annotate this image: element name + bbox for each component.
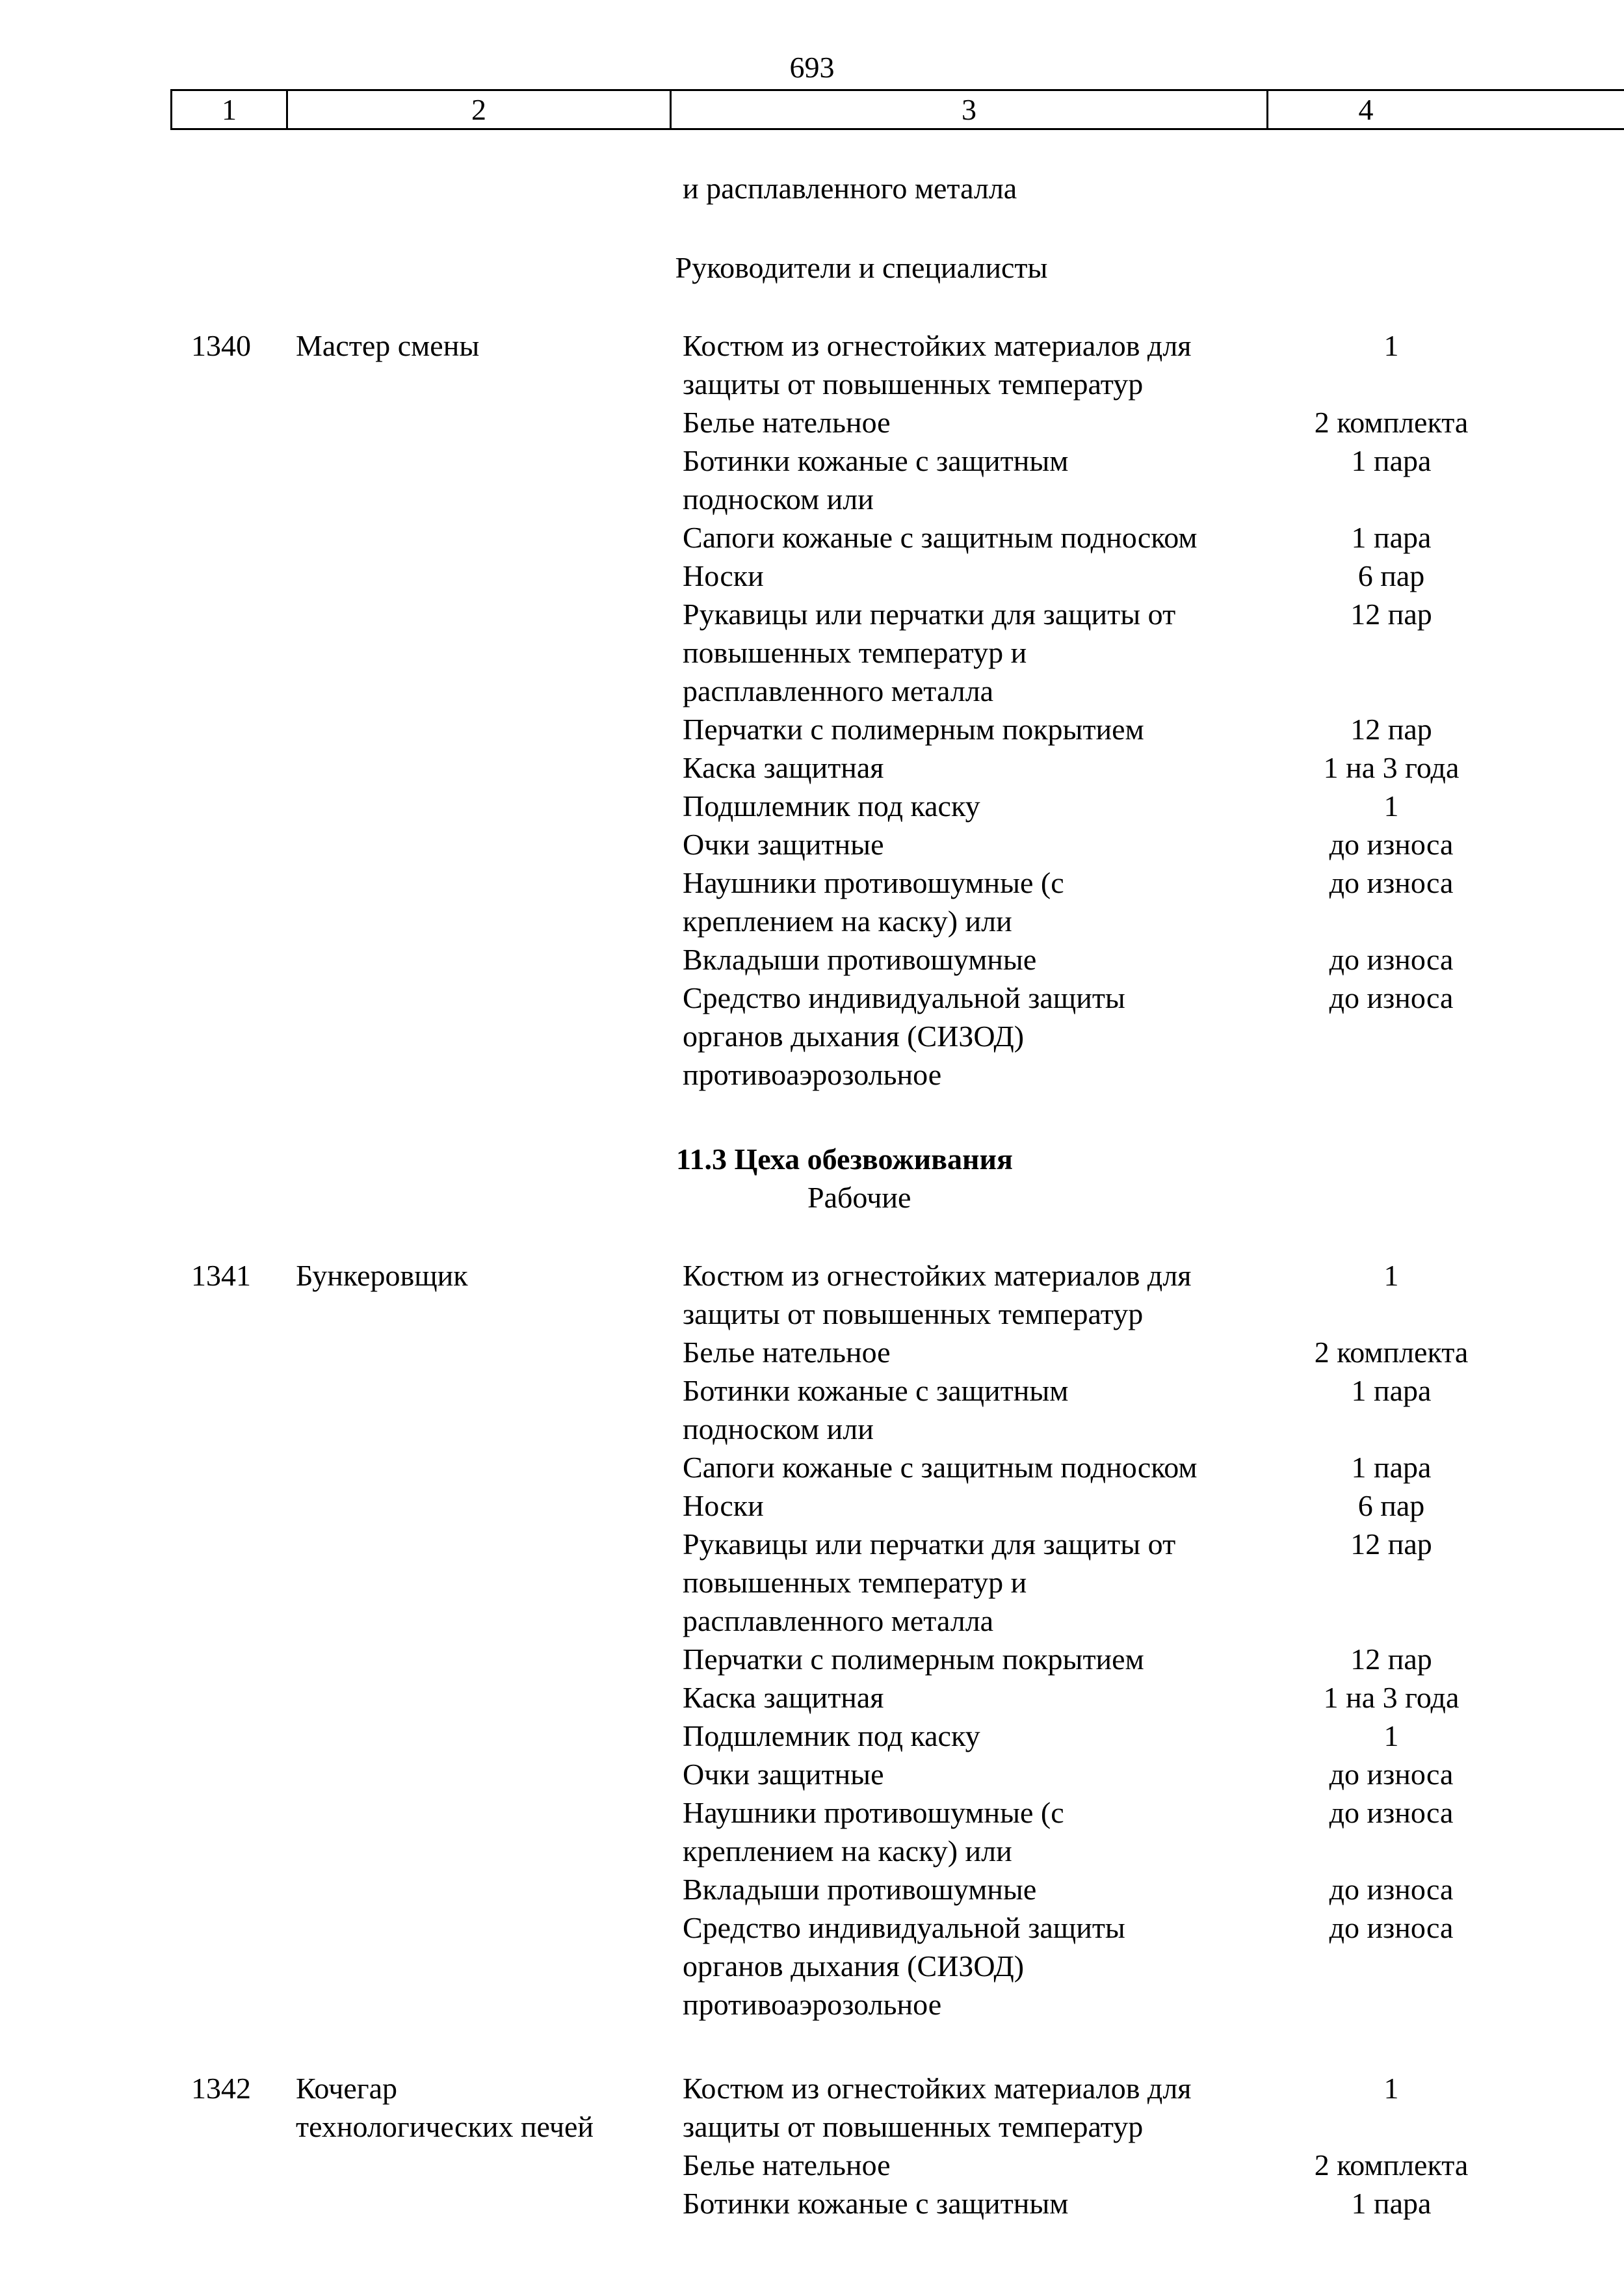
ppe-item-norm: 1 на 3 года <box>1323 1681 1460 1714</box>
ppe-item-norm: до износа <box>1329 943 1454 976</box>
ppe-item-norm: 1 пара <box>1351 521 1432 554</box>
ppe-item <box>683 864 1606 940</box>
ppe-item-name: Костюм из огнестойких материалов для защиты от повышенных температур <box>683 329 1192 401</box>
ppe-item-norm: до износа <box>1329 1911 1454 1944</box>
ppe-item-norm: 1 пара <box>1351 1374 1432 1407</box>
ppe-item-name: Белье нательное <box>683 1336 891 1369</box>
ppe-item <box>683 1870 1606 1908</box>
profession-code: 1342 <box>191 2072 251 2105</box>
ppe-item <box>683 557 1606 595</box>
ppe-item <box>683 825 1606 864</box>
ppe-item <box>683 326 1606 403</box>
ppe-item <box>683 1333 1606 1371</box>
profession-name <box>296 2069 594 2146</box>
ppe-item-norm: до износа <box>1329 866 1454 899</box>
ppe-item-norm: 1 <box>1383 789 1399 823</box>
ppe-item-norm: 12 пар <box>1350 1643 1432 1676</box>
ppe-item <box>683 2184 1606 2223</box>
ppe-item-norm: 1 <box>1383 1259 1399 1292</box>
ppe-item-norm: 2 комплекта <box>1314 2148 1469 2182</box>
ppe-item <box>683 1755 1606 1793</box>
header-col-3: 3 <box>962 93 976 126</box>
ppe-item-name: Подшлемник под каску <box>683 1719 980 1752</box>
ppe-item <box>683 1486 1606 1525</box>
ppe-item-norm: 1 <box>1383 1719 1399 1752</box>
ppe-item-name: Носки <box>683 559 764 592</box>
continuation-text: и расплавленного металла <box>683 172 1017 205</box>
ppe-item-norm: 1 пара <box>1351 1451 1432 1484</box>
ppe-list <box>683 326 1606 1094</box>
ppe-item <box>683 518 1606 557</box>
ppe-item-name: Ботинки кожаные с защитным подноском или <box>683 1374 1069 1445</box>
ppe-item <box>683 2069 1606 2146</box>
header-col-2: 2 <box>471 93 486 126</box>
group-heading: Руководители и специалисты <box>675 251 1048 284</box>
ppe-item <box>683 1256 1606 1333</box>
profession-name-line: Кочегар <box>296 2072 398 2105</box>
ppe-item-name: Средство индивидуальной защиты органов дыхания (СИЗОД) противоаэрозольное <box>683 981 1125 1091</box>
ppe-item-name: Вкладыши противошумные <box>683 943 1037 976</box>
ppe-item-name: Наушники противошумные (с креплением на каску) или <box>683 866 1064 938</box>
ppe-item <box>683 1678 1606 1717</box>
ppe-item-norm: 1 пара <box>1351 2187 1432 2220</box>
ppe-item <box>683 1640 1606 1678</box>
ppe-item <box>683 748 1606 787</box>
ppe-item-name: Рукавицы или перчатки для защиты от повышенных температур и расплавленного металла <box>683 598 1176 707</box>
ppe-item-norm: до износа <box>1329 828 1454 861</box>
ppe-item-norm: 12 пар <box>1350 1527 1432 1561</box>
ppe-item-norm: 2 комплекта <box>1314 1336 1469 1369</box>
ppe-item-name: Перчатки с полимерным покрытием <box>683 1643 1144 1676</box>
ppe-item-name: Носки <box>683 1489 764 1522</box>
header-col-4: 4 <box>1358 93 1374 126</box>
ppe-item-name: Очки защитные <box>683 828 884 861</box>
ppe-item-norm: до износа <box>1329 1758 1454 1791</box>
ppe-item-name: Костюм из огнестойких материалов для защиты от повышенных температур <box>683 1259 1192 1330</box>
section-title: 11.3 Цеха обезвоживания <box>676 1142 1013 1176</box>
ppe-item-norm: 1 пара <box>1351 444 1432 477</box>
ppe-item <box>683 1717 1606 1755</box>
profession-name: Мастер смены <box>296 329 480 362</box>
ppe-item-norm: 2 комплекта <box>1314 406 1469 439</box>
ppe-item-name: Наушники противошумные (с креплением на каску) или <box>683 1796 1064 1867</box>
ppe-item-name: Каска защитная <box>683 1681 884 1714</box>
ppe-item-name: Перчатки с полимерным покрытием <box>683 713 1144 746</box>
ppe-item-norm: 12 пар <box>1350 713 1432 746</box>
profession-code: 1341 <box>191 1259 251 1292</box>
ppe-item <box>683 403 1606 442</box>
ppe-item-norm: до износа <box>1329 1873 1454 1906</box>
ppe-item <box>683 940 1606 979</box>
ppe-item-name: Рукавицы или перчатки для защиты от повышенных температур и расплавленного металла <box>683 1527 1176 1637</box>
page-number: 693 <box>789 51 835 84</box>
header-bottom-rule <box>170 128 1624 130</box>
section-subtitle: Рабочие <box>807 1181 911 1214</box>
profession-code: 1340 <box>191 329 251 362</box>
ppe-item <box>683 979 1606 1094</box>
ppe-item <box>683 787 1606 825</box>
ppe-item-norm: 1 <box>1383 329 1399 362</box>
ppe-item-name: Ботинки кожаные с защитным <box>683 2187 1069 2220</box>
ppe-item-name: Средство индивидуальной защиты органов дыхания (СИЗОД) противоаэрозольное <box>683 1911 1125 2021</box>
ppe-item-norm: 6 пар <box>1357 1489 1425 1522</box>
ppe-item-name: Подшлемник под каску <box>683 789 980 823</box>
ppe-item-name: Белье нательное <box>683 2148 891 2182</box>
ppe-item-name: Вкладыши противошумные <box>683 1873 1037 1906</box>
header-col-1: 1 <box>222 93 237 126</box>
ppe-item <box>683 710 1606 748</box>
ppe-item-name: Очки защитные <box>683 1758 884 1791</box>
ppe-item-norm: 1 <box>1383 2072 1399 2105</box>
ppe-item-name: Сапоги кожаные с защитным подноском <box>683 1451 1198 1484</box>
ppe-item <box>683 1525 1606 1640</box>
ppe-item-name: Белье нательное <box>683 406 891 439</box>
ppe-item-norm: до износа <box>1329 1796 1454 1829</box>
ppe-item-norm: до износа <box>1329 981 1454 1014</box>
ppe-item <box>683 1793 1606 1870</box>
profession-name-line: технологических печей <box>296 2110 594 2143</box>
ppe-item <box>683 2146 1606 2184</box>
ppe-item-name: Сапоги кожаные с защитным подноском <box>683 521 1198 554</box>
ppe-item-name: Ботинки кожаные с защитным подноском или <box>683 444 1069 516</box>
ppe-item <box>683 1908 1606 2024</box>
profession-name: Бункеровщик <box>296 1259 468 1292</box>
ppe-item-norm: 12 пар <box>1350 598 1432 631</box>
ppe-item-name: Каска защитная <box>683 751 884 784</box>
ppe-item-name: Костюм из огнестойких материалов для защиты от повышенных температур <box>683 2072 1192 2143</box>
ppe-item <box>683 595 1606 710</box>
ppe-item <box>683 442 1606 518</box>
ppe-item <box>683 1448 1606 1486</box>
column-header-row <box>170 89 1624 130</box>
ppe-item-norm: 1 на 3 года <box>1323 751 1460 784</box>
ppe-list <box>683 2069 1606 2223</box>
ppe-list <box>683 1256 1606 2024</box>
ppe-item-norm: 6 пар <box>1357 559 1425 592</box>
ppe-item <box>683 1371 1606 1448</box>
